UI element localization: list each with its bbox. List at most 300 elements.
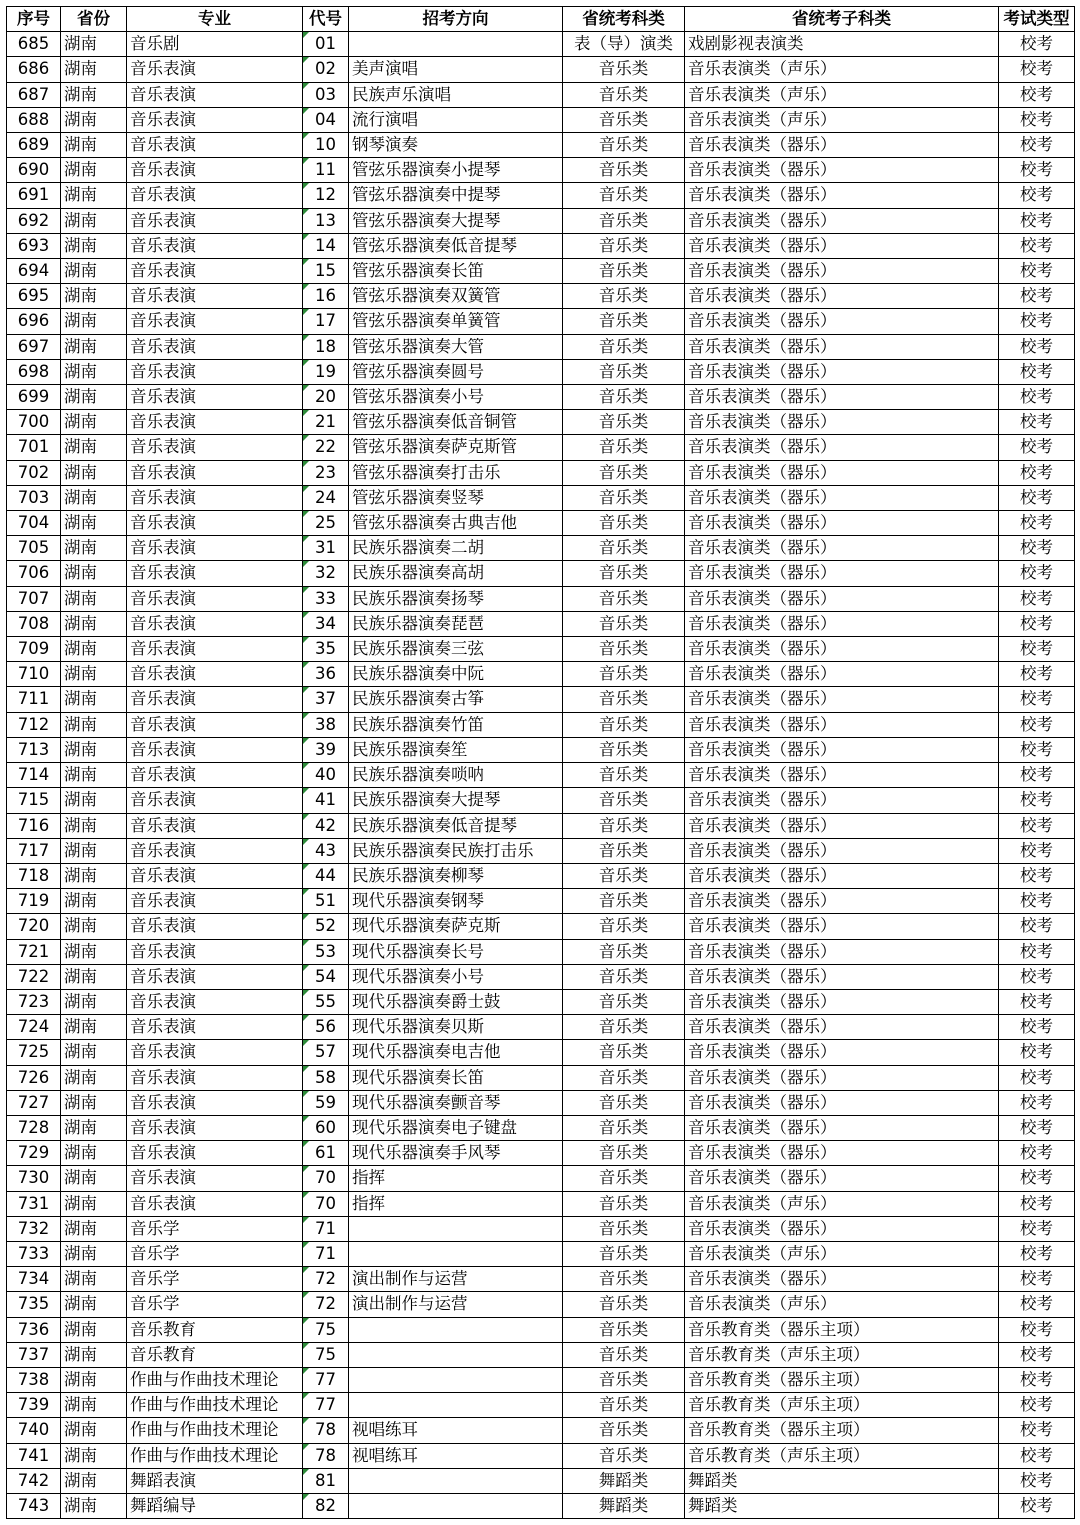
cell-exam-type: 校考 xyxy=(999,1468,1075,1493)
cell-major: 音乐教育 xyxy=(127,1317,303,1342)
cell-major: 音乐表演 xyxy=(127,1115,303,1140)
cell-seq: 719 xyxy=(7,889,61,914)
cell-code: 72 xyxy=(303,1292,349,1317)
cell-seq: 701 xyxy=(7,435,61,460)
admissions-table xyxy=(6,6,1075,1519)
cell-exam-type: 校考 xyxy=(999,611,1075,636)
table-row xyxy=(7,1342,1075,1367)
cell-major: 音乐表演 xyxy=(127,662,303,687)
cell-direction: 现代乐器演奏小号 xyxy=(349,964,563,989)
cell-subcategory: 音乐教育类（声乐主项） xyxy=(685,1443,999,1468)
cell-category: 音乐类 xyxy=(563,561,685,586)
cell-code: 52 xyxy=(303,914,349,939)
cell-subcategory: 音乐教育类（声乐主项） xyxy=(685,1393,999,1418)
table-row xyxy=(7,536,1075,561)
table-row xyxy=(7,1292,1075,1317)
cell-province: 湖南 xyxy=(61,889,127,914)
cell-code: 75 xyxy=(303,1317,349,1342)
cell-exam-type: 校考 xyxy=(999,284,1075,309)
cell-province: 湖南 xyxy=(61,107,127,132)
table-row xyxy=(7,1191,1075,1216)
cell-seq: 707 xyxy=(7,586,61,611)
table-row xyxy=(7,788,1075,813)
cell-major: 音乐表演 xyxy=(127,435,303,460)
cell-category: 音乐类 xyxy=(563,687,685,712)
cell-major: 舞蹈编导 xyxy=(127,1493,303,1518)
cell-major: 音乐表演 xyxy=(127,1015,303,1040)
cell-exam-type: 校考 xyxy=(999,1393,1075,1418)
cell-province: 湖南 xyxy=(61,359,127,384)
table-row xyxy=(7,737,1075,762)
cell-exam-type: 校考 xyxy=(999,989,1075,1014)
cell-subcategory: 音乐表演类（声乐） xyxy=(685,107,999,132)
cell-subcategory: 音乐表演类（器乐） xyxy=(685,939,999,964)
cell-code: 44 xyxy=(303,863,349,888)
table-row xyxy=(7,662,1075,687)
cell-exam-type: 校考 xyxy=(999,637,1075,662)
cell-code: 24 xyxy=(303,485,349,510)
table-row xyxy=(7,914,1075,939)
table-row xyxy=(7,1166,1075,1191)
cell-subcategory: 音乐表演类（器乐） xyxy=(685,712,999,737)
cell-major: 音乐表演 xyxy=(127,385,303,410)
cell-subcategory: 音乐表演类（器乐） xyxy=(685,385,999,410)
table-row xyxy=(7,233,1075,258)
cell-province: 湖南 xyxy=(61,687,127,712)
table-row xyxy=(7,410,1075,435)
cell-category: 音乐类 xyxy=(563,460,685,485)
table-row xyxy=(7,939,1075,964)
table-row xyxy=(7,1241,1075,1266)
cell-subcategory: 戏剧影视表演类 xyxy=(685,32,999,57)
table-row xyxy=(7,863,1075,888)
cell-seq: 731 xyxy=(7,1191,61,1216)
cell-province: 湖南 xyxy=(61,763,127,788)
cell-direction: 民族乐器演奏三弦 xyxy=(349,637,563,662)
cell-code: 12 xyxy=(303,183,349,208)
cell-subcategory: 音乐表演类（器乐） xyxy=(685,435,999,460)
cell-major: 音乐表演 xyxy=(127,284,303,309)
cell-subcategory: 音乐表演类（器乐） xyxy=(685,208,999,233)
cell-code: 71 xyxy=(303,1216,349,1241)
cell-code: 70 xyxy=(303,1191,349,1216)
cell-code: 54 xyxy=(303,964,349,989)
cell-exam-type: 校考 xyxy=(999,460,1075,485)
cell-major: 音乐表演 xyxy=(127,133,303,158)
cell-exam-type: 校考 xyxy=(999,914,1075,939)
cell-seq: 735 xyxy=(7,1292,61,1317)
cell-exam-type: 校考 xyxy=(999,964,1075,989)
cell-major: 音乐表演 xyxy=(127,788,303,813)
cell-province: 湖南 xyxy=(61,385,127,410)
cell-exam-type: 校考 xyxy=(999,385,1075,410)
cell-subcategory: 音乐表演类（器乐） xyxy=(685,259,999,284)
cell-seq: 691 xyxy=(7,183,61,208)
cell-province: 湖南 xyxy=(61,712,127,737)
cell-exam-type: 校考 xyxy=(999,107,1075,132)
cell-category: 音乐类 xyxy=(563,410,685,435)
cell-province: 湖南 xyxy=(61,637,127,662)
cell-direction: 管弦乐器演奏双簧管 xyxy=(349,284,563,309)
cell-category: 音乐类 xyxy=(563,939,685,964)
cell-direction: 管弦乐器演奏古典吉他 xyxy=(349,511,563,536)
header-seq: 序号 xyxy=(7,7,61,32)
cell-exam-type: 校考 xyxy=(999,1367,1075,1392)
table-row xyxy=(7,82,1075,107)
cell-province: 湖南 xyxy=(61,536,127,561)
cell-major: 音乐表演 xyxy=(127,863,303,888)
table-row xyxy=(7,435,1075,460)
cell-major: 音乐表演 xyxy=(127,309,303,334)
cell-category: 音乐类 xyxy=(563,359,685,384)
cell-province: 湖南 xyxy=(61,1468,127,1493)
table-row xyxy=(7,57,1075,82)
cell-direction: 现代乐器演奏爵士鼓 xyxy=(349,989,563,1014)
cell-direction: 钢琴演奏 xyxy=(349,133,563,158)
cell-seq: 723 xyxy=(7,989,61,1014)
cell-major: 音乐表演 xyxy=(127,763,303,788)
table-row xyxy=(7,637,1075,662)
cell-seq: 706 xyxy=(7,561,61,586)
cell-subcategory: 音乐表演类（器乐） xyxy=(685,334,999,359)
cell-province: 湖南 xyxy=(61,1393,127,1418)
cell-direction: 管弦乐器演奏萨克斯管 xyxy=(349,435,563,460)
cell-seq: 720 xyxy=(7,914,61,939)
cell-code: 55 xyxy=(303,989,349,1014)
cell-major: 音乐表演 xyxy=(127,1191,303,1216)
cell-code: 51 xyxy=(303,889,349,914)
cell-exam-type: 校考 xyxy=(999,763,1075,788)
table-row xyxy=(7,32,1075,57)
cell-seq: 734 xyxy=(7,1267,61,1292)
cell-code: 13 xyxy=(303,208,349,233)
cell-code: 78 xyxy=(303,1443,349,1468)
cell-category: 音乐类 xyxy=(563,586,685,611)
cell-exam-type: 校考 xyxy=(999,1216,1075,1241)
cell-major: 音乐表演 xyxy=(127,57,303,82)
cell-subcategory: 音乐表演类（器乐） xyxy=(685,511,999,536)
cell-code: 10 xyxy=(303,133,349,158)
cell-major: 音乐教育 xyxy=(127,1342,303,1367)
table-row xyxy=(7,712,1075,737)
cell-category: 音乐类 xyxy=(563,611,685,636)
table-row xyxy=(7,107,1075,132)
cell-subcategory: 音乐表演类（器乐） xyxy=(685,309,999,334)
cell-province: 湖南 xyxy=(61,1216,127,1241)
cell-category: 音乐类 xyxy=(563,964,685,989)
header-code: 代号 xyxy=(303,7,349,32)
cell-seq: 741 xyxy=(7,1443,61,1468)
cell-code: 40 xyxy=(303,763,349,788)
cell-major: 音乐表演 xyxy=(127,334,303,359)
table-row xyxy=(7,259,1075,284)
cell-direction: 民族乐器演奏低音提琴 xyxy=(349,813,563,838)
cell-direction: 管弦乐器演奏低音铜管 xyxy=(349,410,563,435)
cell-category: 音乐类 xyxy=(563,1267,685,1292)
cell-exam-type: 校考 xyxy=(999,485,1075,510)
cell-province: 湖南 xyxy=(61,586,127,611)
cell-subcategory: 音乐表演类（器乐） xyxy=(685,1040,999,1065)
cell-seq: 739 xyxy=(7,1393,61,1418)
cell-category: 音乐类 xyxy=(563,1015,685,1040)
cell-major: 音乐表演 xyxy=(127,687,303,712)
cell-exam-type: 校考 xyxy=(999,32,1075,57)
cell-direction xyxy=(349,1468,563,1493)
header-subcategory: 省统考子科类 xyxy=(685,7,999,32)
cell-category: 音乐类 xyxy=(563,662,685,687)
cell-code: 31 xyxy=(303,536,349,561)
cell-seq: 732 xyxy=(7,1216,61,1241)
cell-code: 59 xyxy=(303,1090,349,1115)
cell-province: 湖南 xyxy=(61,183,127,208)
cell-code: 75 xyxy=(303,1342,349,1367)
cell-subcategory: 音乐教育类（声乐主项） xyxy=(685,1342,999,1367)
cell-category: 音乐类 xyxy=(563,1317,685,1342)
cell-province: 湖南 xyxy=(61,233,127,258)
cell-seq: 685 xyxy=(7,32,61,57)
cell-subcategory: 音乐表演类（器乐） xyxy=(685,460,999,485)
cell-seq: 721 xyxy=(7,939,61,964)
cell-exam-type: 校考 xyxy=(999,737,1075,762)
cell-code: 11 xyxy=(303,158,349,183)
cell-major: 音乐表演 xyxy=(127,1166,303,1191)
cell-code: 35 xyxy=(303,637,349,662)
cell-direction: 现代乐器演奏贝斯 xyxy=(349,1015,563,1040)
cell-subcategory: 音乐表演类（器乐） xyxy=(685,183,999,208)
cell-code: 43 xyxy=(303,838,349,863)
cell-exam-type: 校考 xyxy=(999,687,1075,712)
cell-seq: 726 xyxy=(7,1065,61,1090)
cell-code: 60 xyxy=(303,1115,349,1140)
cell-major: 作曲与作曲技术理论 xyxy=(127,1367,303,1392)
cell-province: 湖南 xyxy=(61,1418,127,1443)
header-category: 省统考科类 xyxy=(563,7,685,32)
table-row xyxy=(7,208,1075,233)
cell-direction xyxy=(349,1367,563,1392)
cell-province: 湖南 xyxy=(61,1443,127,1468)
cell-code: 56 xyxy=(303,1015,349,1040)
cell-direction xyxy=(349,1342,563,1367)
cell-category: 音乐类 xyxy=(563,183,685,208)
cell-seq: 724 xyxy=(7,1015,61,1040)
cell-seq: 693 xyxy=(7,233,61,258)
cell-seq: 696 xyxy=(7,309,61,334)
cell-major: 音乐表演 xyxy=(127,586,303,611)
cell-province: 湖南 xyxy=(61,1241,127,1266)
cell-direction: 现代乐器演奏电子键盘 xyxy=(349,1115,563,1140)
cell-seq: 722 xyxy=(7,964,61,989)
cell-subcategory: 音乐表演类（器乐） xyxy=(685,914,999,939)
cell-direction: 管弦乐器演奏打击乐 xyxy=(349,460,563,485)
cell-exam-type: 校考 xyxy=(999,334,1075,359)
cell-direction: 管弦乐器演奏小提琴 xyxy=(349,158,563,183)
cell-code: 71 xyxy=(303,1241,349,1266)
cell-seq: 698 xyxy=(7,359,61,384)
cell-seq: 740 xyxy=(7,1418,61,1443)
table-row xyxy=(7,1040,1075,1065)
cell-subcategory: 音乐表演类（器乐） xyxy=(685,611,999,636)
cell-exam-type: 校考 xyxy=(999,1191,1075,1216)
cell-province: 湖南 xyxy=(61,309,127,334)
cell-province: 湖南 xyxy=(61,1090,127,1115)
table-row xyxy=(7,1367,1075,1392)
cell-province: 湖南 xyxy=(61,82,127,107)
cell-province: 湖南 xyxy=(61,1292,127,1317)
cell-category: 音乐类 xyxy=(563,737,685,762)
cell-major: 音乐表演 xyxy=(127,1065,303,1090)
cell-province: 湖南 xyxy=(61,410,127,435)
table-row xyxy=(7,1418,1075,1443)
table-row xyxy=(7,1115,1075,1140)
cell-direction: 民族乐器演奏民族打击乐 xyxy=(349,838,563,863)
cell-subcategory: 音乐表演类（器乐） xyxy=(685,1090,999,1115)
cell-code: 04 xyxy=(303,107,349,132)
cell-category: 音乐类 xyxy=(563,158,685,183)
cell-province: 湖南 xyxy=(61,662,127,687)
table-row xyxy=(7,561,1075,586)
cell-subcategory: 音乐表演类（器乐） xyxy=(685,838,999,863)
cell-subcategory: 音乐表演类（器乐） xyxy=(685,284,999,309)
cell-direction: 美声演唱 xyxy=(349,57,563,82)
cell-subcategory: 音乐表演类（器乐） xyxy=(685,133,999,158)
cell-code: 15 xyxy=(303,259,349,284)
cell-major: 音乐表演 xyxy=(127,1040,303,1065)
cell-exam-type: 校考 xyxy=(999,1015,1075,1040)
cell-direction xyxy=(349,1393,563,1418)
cell-province: 湖南 xyxy=(61,133,127,158)
cell-seq: 711 xyxy=(7,687,61,712)
cell-category: 音乐类 xyxy=(563,889,685,914)
cell-code: 77 xyxy=(303,1367,349,1392)
cell-subcategory: 音乐表演类（器乐） xyxy=(685,1065,999,1090)
cell-province: 湖南 xyxy=(61,1115,127,1140)
cell-code: 39 xyxy=(303,737,349,762)
cell-code: 22 xyxy=(303,435,349,460)
cell-exam-type: 校考 xyxy=(999,1342,1075,1367)
header-province: 省份 xyxy=(61,7,127,32)
cell-major: 音乐表演 xyxy=(127,183,303,208)
cell-province: 湖南 xyxy=(61,1166,127,1191)
cell-major: 音乐表演 xyxy=(127,259,303,284)
cell-seq: 736 xyxy=(7,1317,61,1342)
cell-category: 音乐类 xyxy=(563,334,685,359)
cell-subcategory: 音乐表演类（器乐） xyxy=(685,1115,999,1140)
cell-exam-type: 校考 xyxy=(999,1090,1075,1115)
table-row xyxy=(7,838,1075,863)
cell-seq: 730 xyxy=(7,1166,61,1191)
header-direction: 招考方向 xyxy=(349,7,563,32)
cell-code: 17 xyxy=(303,309,349,334)
cell-category: 音乐类 xyxy=(563,309,685,334)
table-row xyxy=(7,1090,1075,1115)
table-row xyxy=(7,1267,1075,1292)
cell-code: 20 xyxy=(303,385,349,410)
cell-direction: 民族乐器演奏笙 xyxy=(349,737,563,762)
cell-major: 音乐表演 xyxy=(127,158,303,183)
cell-major: 音乐表演 xyxy=(127,208,303,233)
cell-code: 33 xyxy=(303,586,349,611)
cell-province: 湖南 xyxy=(61,511,127,536)
cell-exam-type: 校考 xyxy=(999,1166,1075,1191)
header-major: 专业 xyxy=(127,7,303,32)
table-row xyxy=(7,889,1075,914)
cell-subcategory: 音乐表演类（器乐） xyxy=(685,1267,999,1292)
table-row xyxy=(7,1065,1075,1090)
cell-category: 音乐类 xyxy=(563,914,685,939)
cell-seq: 738 xyxy=(7,1367,61,1392)
cell-category: 音乐类 xyxy=(563,989,685,1014)
table-row xyxy=(7,334,1075,359)
table-row xyxy=(7,763,1075,788)
cell-direction: 现代乐器演奏颤音琴 xyxy=(349,1090,563,1115)
table-row xyxy=(7,586,1075,611)
cell-province: 湖南 xyxy=(61,989,127,1014)
cell-seq: 689 xyxy=(7,133,61,158)
cell-category: 音乐类 xyxy=(563,712,685,737)
cell-category: 音乐类 xyxy=(563,435,685,460)
cell-major: 音乐表演 xyxy=(127,233,303,258)
cell-direction: 管弦乐器演奏小号 xyxy=(349,385,563,410)
cell-exam-type: 校考 xyxy=(999,536,1075,561)
cell-exam-type: 校考 xyxy=(999,359,1075,384)
cell-category: 音乐类 xyxy=(563,1443,685,1468)
cell-exam-type: 校考 xyxy=(999,712,1075,737)
table-row xyxy=(7,133,1075,158)
cell-direction: 现代乐器演奏长号 xyxy=(349,939,563,964)
cell-province: 湖南 xyxy=(61,1040,127,1065)
cell-exam-type: 校考 xyxy=(999,435,1075,460)
cell-major: 音乐表演 xyxy=(127,536,303,561)
table-row xyxy=(7,611,1075,636)
cell-exam-type: 校考 xyxy=(999,1418,1075,1443)
cell-exam-type: 校考 xyxy=(999,1443,1075,1468)
cell-major: 音乐表演 xyxy=(127,561,303,586)
cell-seq: 694 xyxy=(7,259,61,284)
cell-subcategory: 音乐表演类（器乐） xyxy=(685,536,999,561)
cell-direction: 管弦乐器演奏中提琴 xyxy=(349,183,563,208)
cell-exam-type: 校考 xyxy=(999,561,1075,586)
cell-province: 湖南 xyxy=(61,32,127,57)
cell-category: 音乐类 xyxy=(563,385,685,410)
cell-direction: 民族乐器演奏扬琴 xyxy=(349,586,563,611)
cell-subcategory: 舞蹈类 xyxy=(685,1468,999,1493)
cell-seq: 712 xyxy=(7,712,61,737)
cell-seq: 717 xyxy=(7,838,61,863)
cell-code: 57 xyxy=(303,1040,349,1065)
cell-direction: 指挥 xyxy=(349,1191,563,1216)
cell-direction: 现代乐器演奏手风琴 xyxy=(349,1141,563,1166)
cell-direction: 管弦乐器演奏圆号 xyxy=(349,359,563,384)
table-row xyxy=(7,511,1075,536)
cell-category: 音乐类 xyxy=(563,1342,685,1367)
table-row xyxy=(7,284,1075,309)
cell-code: 23 xyxy=(303,460,349,485)
cell-seq: 687 xyxy=(7,82,61,107)
cell-province: 湖南 xyxy=(61,1493,127,1518)
cell-seq: 699 xyxy=(7,385,61,410)
cell-code: 14 xyxy=(303,233,349,258)
cell-direction: 管弦乐器演奏长笛 xyxy=(349,259,563,284)
cell-province: 湖南 xyxy=(61,838,127,863)
cell-exam-type: 校考 xyxy=(999,1115,1075,1140)
cell-province: 湖南 xyxy=(61,158,127,183)
cell-province: 湖南 xyxy=(61,1367,127,1392)
cell-exam-type: 校考 xyxy=(999,838,1075,863)
cell-exam-type: 校考 xyxy=(999,863,1075,888)
cell-code: 21 xyxy=(303,410,349,435)
cell-subcategory: 音乐表演类（器乐） xyxy=(685,637,999,662)
cell-province: 湖南 xyxy=(61,1267,127,1292)
